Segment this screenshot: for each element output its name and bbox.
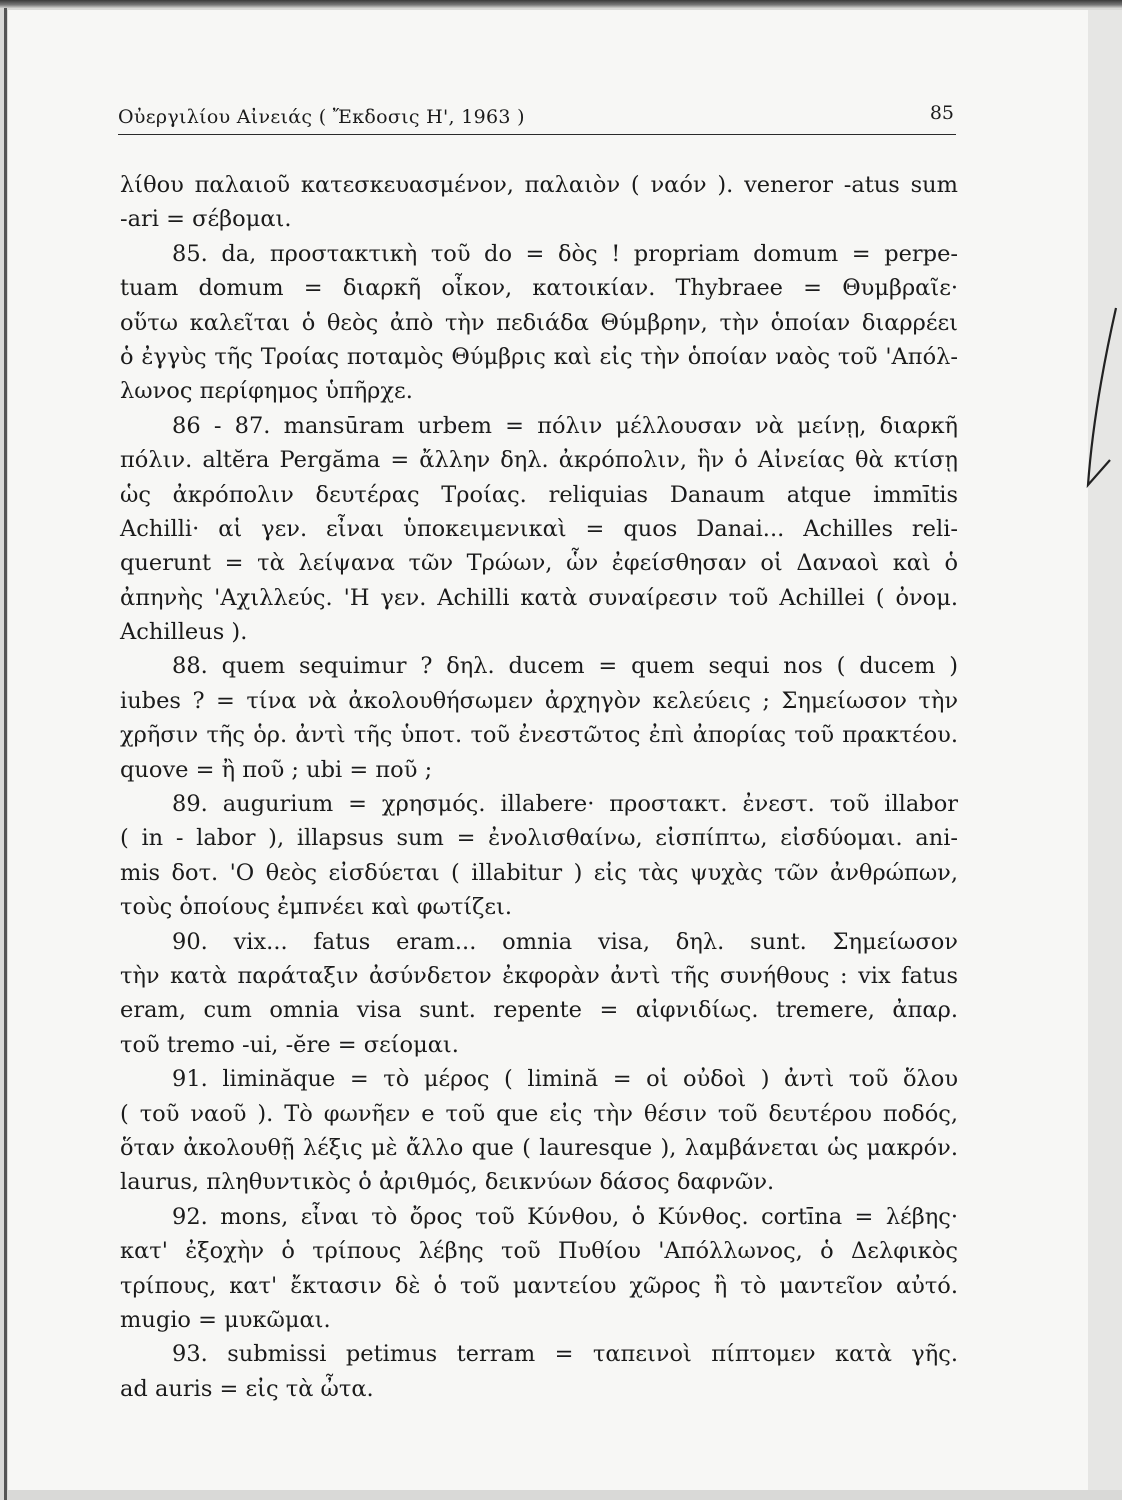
text-line: ὁ ἐγγὺς τῆς Τροίας ποταμὸς Θύμβρις καὶ εἰς τὴν ὁποίαν ναὸς τοῦ 'Απόλ- [120, 343, 958, 370]
text-line: τοὺς ὁποίους ἐμπνέει καὶ φωτίζει. [120, 894, 512, 921]
text-line: τρίπους, κατ' ἔκτασιν δὲ ὁ τοῦ μαντείου χῶρος ἢ τὸ μαντεῖον αὐτό. [120, 1272, 958, 1299]
text-line: ( τοῦ ναοῦ ). Τὸ φωνῆεν e τοῦ que εἰς τὴν θέσιν τοῦ δευτέρου ποδός, [120, 1100, 958, 1127]
text-line: τὴν κατὰ παράταξιν ἀσύνδετον ἐκφορὰν ἀντὶ τῆς συνήθους : vix fatus [120, 962, 958, 989]
text-line: tuam domum = διαρκῆ οἶκον, κατοικίαν. Thybraee = Θυμβραῖε· [120, 275, 958, 302]
text-line: -ari = σέβομαι. [120, 206, 292, 233]
text-line: 93. submissi petimus terram = ταπεινοὶ πίπτομεν κατὰ γῆς. [172, 1341, 958, 1368]
text-line: 85. da, προστακτικὴ τοῦ do = δὸς ! propriam domum = perpe- [172, 240, 958, 267]
text-line: quove = ἢ ποῦ ; ubi = ποῦ ; [120, 756, 433, 783]
text-line: ὡς ἀκρόπολιν δευτέρας Τροίας. reliquias Danaum atque immītis [120, 481, 958, 508]
text-line: iubes ? = τίνα νὰ ἀκολουθήσωμεν ἀρχηγὸν κελεύεις ; Σημείωσον τὴν [120, 687, 958, 714]
text-line: λωνος περίφημος ὑπῆρχε. [120, 378, 413, 405]
text-line: querunt = τὰ λείψανα τῶν Τρώων, ὧν ἐφείσθησαν οἱ Δαναοὶ καὶ ὁ [120, 550, 958, 577]
text-line: 90. vix... fatus eram... omnia visa, δηλ. sunt. Σημείωσον [172, 928, 958, 955]
scan-top-edge [0, 0, 1122, 8]
text-line: mugio = μυκῶμαι. [120, 1306, 331, 1333]
text-line: 91. liminăque = τὸ μέρος ( limină = οἱ οὐδοὶ ) ἀντὶ τοῦ ὅλου [172, 1066, 958, 1093]
text-line: 86 - 87. mansūram urbem = πόλιν μέλλουσαν νὰ μείνῃ, διαρκῆ [172, 412, 958, 439]
text-line: 89. augurium = χρησμός. illabere· προστακτ. ἐνεστ. τοῦ illabor [172, 791, 958, 818]
text-line: 92. mons, εἶναι τὸ ὄρος τοῦ Κύνθου, ὁ Κύνθος. cortīna = λέβης· [172, 1203, 958, 1230]
text-line: ad auris = εἰς τὰ ὦτα. [120, 1375, 374, 1402]
text-line: χρῆσιν τῆς ὁρ. ἀντὶ τῆς ὑποτ. τοῦ ἐνεστῶτος ἐπὶ ἀπορίας τοῦ πρακτέου. [120, 722, 958, 749]
text-line: οὕτω καλεῖται ὁ θεὸς ἀπὸ τὴν πεδιάδα Θύμβρην, τὴν ὁποίαν διαρρέει [120, 309, 958, 336]
text-line: Achilleus ). [120, 619, 248, 646]
text-line: eram, cum omnia visa sunt. repente = αἰφνιδίως. tremere, ἀπαρ. [120, 997, 958, 1024]
text-line: 88. quem sequimur ? δηλ. ducem = quem sequi nos ( ducem ) [172, 653, 958, 680]
text-line: mis δοτ. 'Ο θεὸς εἰσδύεται ( illabitur ) εἰς τὰς ψυχὰς τῶν ἀνθρώπων, [120, 859, 958, 886]
text-line: ὅταν ἀκολουθῇ λέξις μὲ ἄλλο que ( lauresque ), λαμβάνεται ὡς μακρόν. [120, 1134, 958, 1161]
text-line: κατ' ἐξοχὴν ὁ τρίπους λέβης τοῦ Πυθίου 'Απόλλωνος, ὁ Δελφικὸς [120, 1238, 958, 1265]
text-line: ἀπηνὴς 'Αχιλλεύς. 'Η γεν. Achilli κατὰ συναίρεσιν τοῦ Achillei ( ὀνομ. [120, 584, 958, 611]
running-title: Οὐεργιλίου Αἰνειάς ( Ἔκδοσις Η', 1963 ) [118, 106, 525, 128]
text-line: Achilli· αἱ γεν. εἶναι ὑποκειμενικαὶ = quos Danai... Achilles reli- [120, 515, 958, 542]
text-line: πόλιν. altĕra Pergăma = ἄλλην δηλ. ἀκρόπολιν, ἣν ὁ Αἰνείας θὰ κτίσῃ [120, 447, 958, 474]
facing-page-edge [1088, 10, 1122, 1490]
page-number: 85 [929, 102, 954, 124]
text-line: τοῦ tremo -ui, -ĕre = σείομαι. [120, 1031, 459, 1058]
bleed-through-mark [1080, 300, 1120, 510]
scan-left-edge [4, 8, 7, 1500]
text-line: laurus, πληθυντικὸς ὁ ἀριθμός, δεικνύων δάσος δαφνῶν. [120, 1169, 775, 1196]
text-line: ( in - labor ), illapsus sum = ἐνολισθαίνω, εἰσπίπτω, εἰσδύομαι. ani- [120, 825, 958, 852]
text-line: λίθου παλαιοῦ κατεσκευασμένον, παλαιὸν ( ναόν ). veneror -atus sum [120, 172, 958, 198]
running-header [118, 100, 956, 135]
commentary-text [120, 168, 958, 1406]
